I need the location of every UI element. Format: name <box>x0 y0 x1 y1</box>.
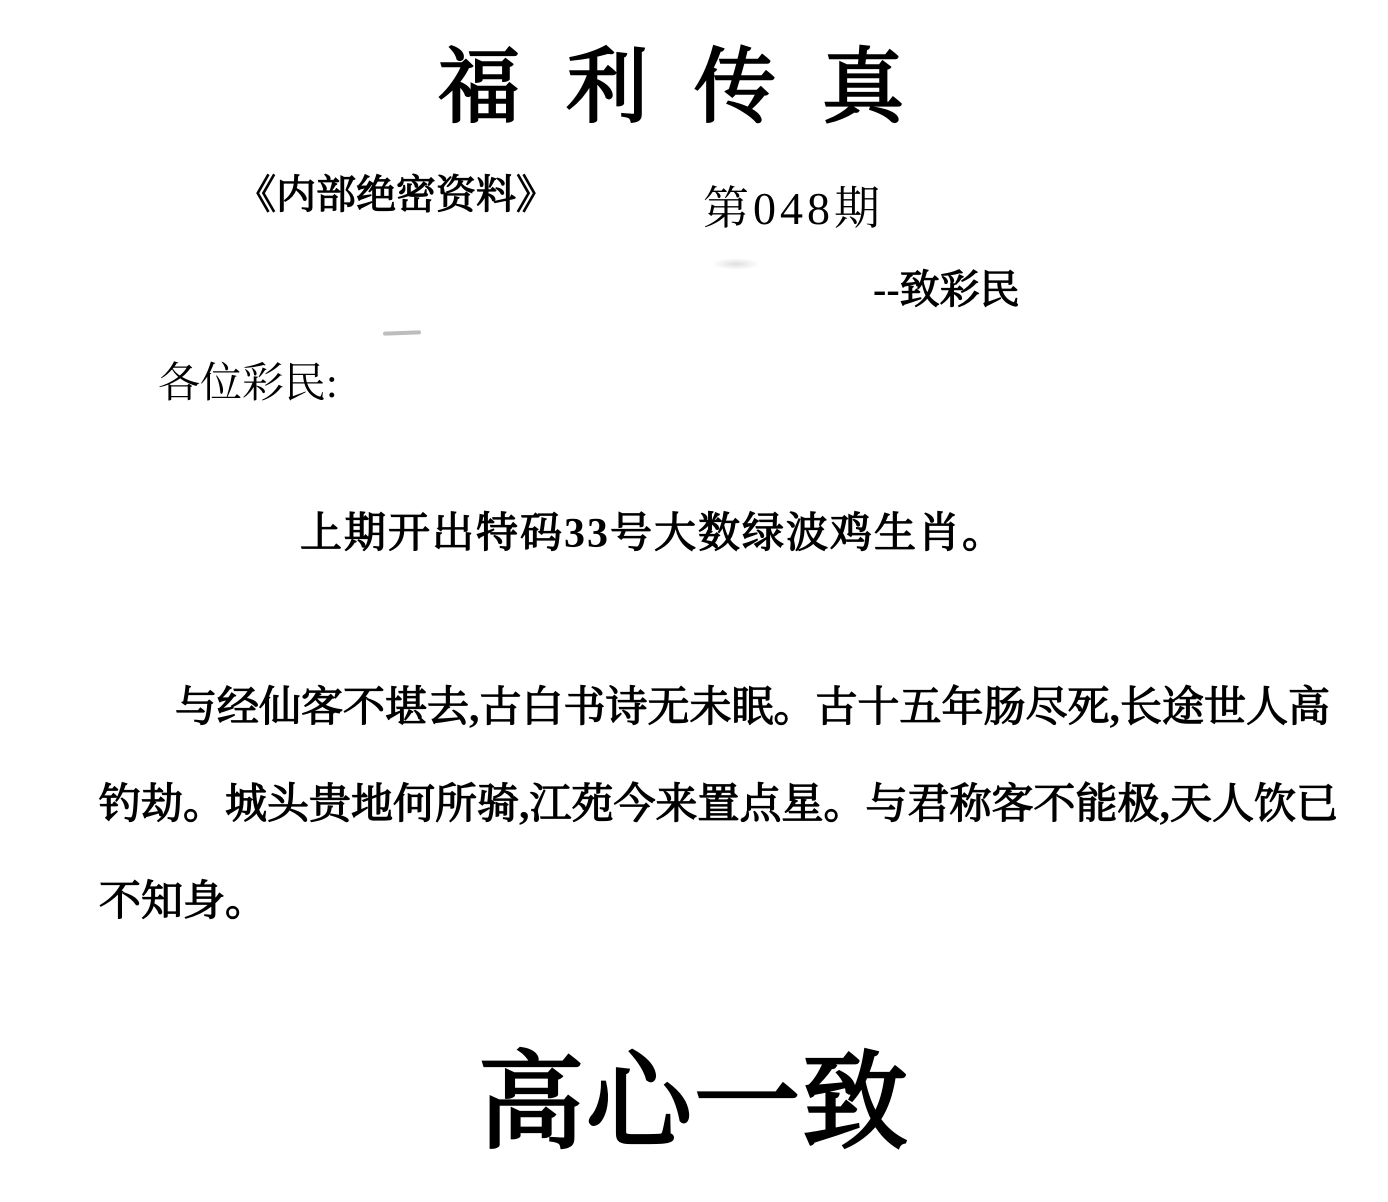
poem-line-2: 钓劫。城头贵地何所骑,江苑今来置点星。与君称客不能极,天人饮已 <box>99 782 1339 828</box>
dedication-line: --致彩民 <box>873 267 1020 312</box>
footer-slogan: 高心一致 <box>478 1045 910 1162</box>
poem-line-1: 与经仙客不堪去,古白书诗无未眠。古十五年肠尽死,长途世人高 <box>175 685 1331 731</box>
scan-artifact-smudge <box>712 258 760 270</box>
scan-artifact-dash <box>383 330 421 335</box>
poem-line-3: 不知身。 <box>99 879 268 925</box>
poem-paragraph <box>99 660 1388 951</box>
issue-number: 第048期 <box>703 183 884 234</box>
subtitle-internal-material: 《内部绝密资料》 <box>236 172 556 217</box>
page-title: 福利传真 <box>438 42 951 133</box>
previous-result-line: 上期开出特码33号大数绿波鸡生肖。 <box>300 511 1007 557</box>
salutation: 各位彩民: <box>158 361 338 407</box>
